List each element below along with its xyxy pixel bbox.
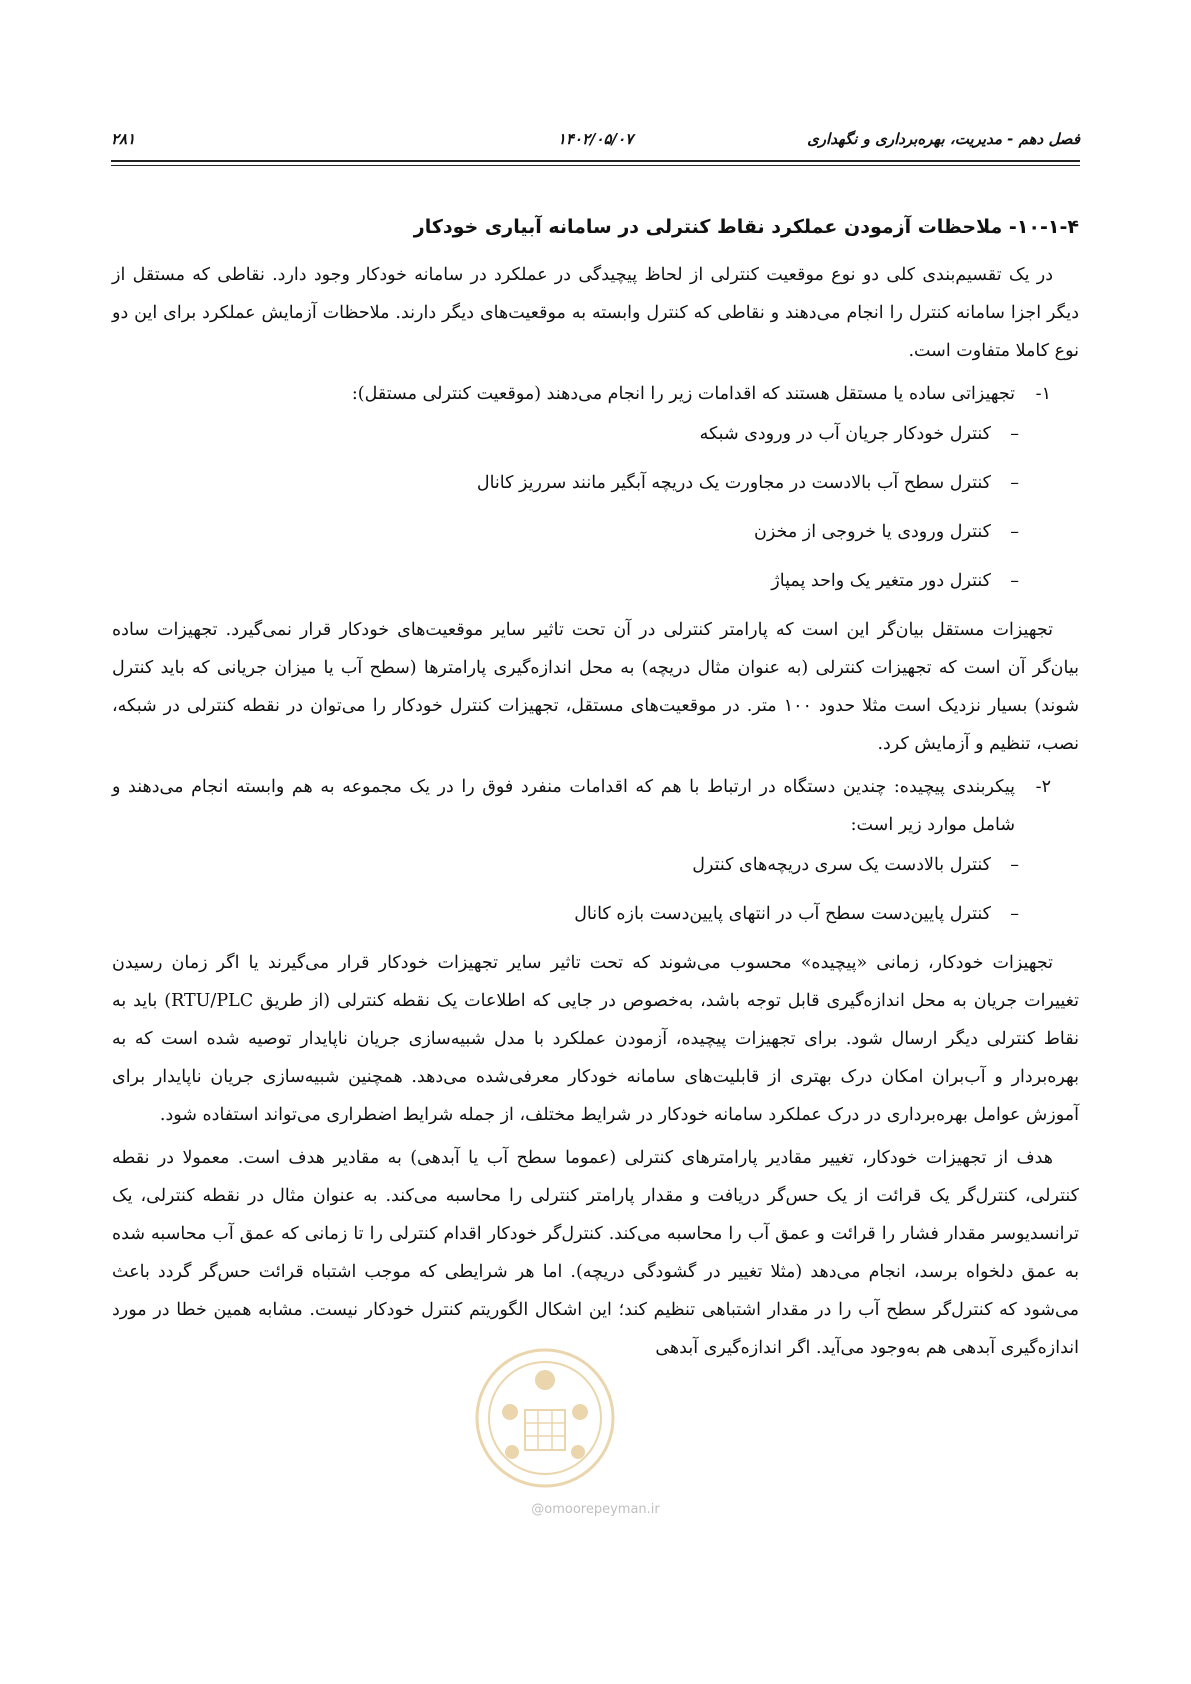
numbered-item-1 xyxy=(112,375,1079,413)
independent-paragraph: تجهیزات مستقل بیان‌گر این است که پارامتر کنترلی در آن تحت تاثیر سایر موقعیت‌های خودکار قرار نمی‌گیرد. تجهیزات ساده بیان‌گر آن است که تجهیزات کنترلی (به عنوان مثال دریچه) به محل اندازه‌گیری پارامترها (سطح آب یا میزان جریانی که باید کنترل شوند) بسیار نزدیک است مثلا حدود ۱۰۰ متر. در موقعیت‌های مستقل، تجهیزات کنترل خودکار را می‌توان در نقطه کنترلی در شبکه، نصب، تنظیم و آزمایش کرد. xyxy=(112,620,1079,754)
numbered-item-2 xyxy=(112,768,1079,844)
header-rule-thin xyxy=(111,165,1080,166)
dash-bullet-icon: – xyxy=(1010,904,1019,924)
section-heading: ۱۰-۱-۴- ملاحظات آزمودن عملکرد نقاط کنترلی در سامانه آبیاری خودکار xyxy=(413,216,1079,238)
intro-paragraph: در یک تقسیم‌بندی کلی دو نوع موقعیت کنترلی از لحاظ پیچیدگی در عملکرد در سامانه خودکار وجود دارد. نقاطی که مستقل از دیگر اجزا سامانه کنترل را انجام می‌دهند و نقاطی که کنترل وابسته به موقعیت‌های دیگر دارند. ملاحظات آزمایش عملکرد برای این دو نوع کاملا متفاوت است. xyxy=(112,265,1079,361)
dash-bullet-icon: – xyxy=(1010,855,1019,875)
bullet-item: – کنترل پایین‌دست سطح آب در انتهای پایین‌دست بازه کانال xyxy=(112,895,1079,933)
bullet-item: – کنترل خودکار جریان آب در ورودی شبکه xyxy=(112,415,1079,453)
page-header xyxy=(111,124,1080,154)
bullet-item: – کنترل سطح آب بالادست در مجاورت یک دریچه آبگیر مانند سرریز کانال xyxy=(112,464,1079,502)
item-text: پیکربندی پیچیده: چندین دستگاه در ارتباط با هم که اقدامات منفرد فوق را در یک مجموعه به هم وابسته انجام می‌دهند و شامل موارد زیر است: xyxy=(112,777,1015,835)
dash-bullet-icon: – xyxy=(1010,522,1019,542)
complex-paragraph: تجهیزات خودکار، زمانی «پیچیده» محسوب می‌شوند که تحت تاثیر سایر تجهیزات خودکار قرار می‌گیرند یا اگر زمان رسیدن تغییرات جریان به محل اندازه‌گیری قابل توجه باشد، به‌خصوص در جایی که اطلاعات یک نقطه کنترلی (از طریق RTU/PLC) باید به نقاط کنترلی دیگر ارسال شود. برای تجهیزات پیچیده، آزمودن عملکرد با مدل شبیه‌سازی جریان ناپایدار توصیه شده است که به بهره‌بردار و آب‌بران امکان درک بهتری از قابلیت‌های سامانه خودکار معرفی‌شده می‌دهد. همچنین شبیه‌سازی جریان ناپایدار برای آموزش عوامل بهره‌برداری در درک عملکرد سامانه خودکار در شرایط مختلف، از جمله شرایط اضطراری می‌تواند استفاده شود. xyxy=(112,953,1079,1125)
dash-bullet-icon: – xyxy=(1010,424,1019,444)
item-text: تجهیزاتی ساده یا مستقل هستند که اقدامات زیر را انجام می‌دهند (موقعیت کنترلی مستقل): xyxy=(351,384,1015,404)
dash-bullet-icon: – xyxy=(1010,473,1019,493)
item-number: ۲- xyxy=(1035,777,1051,797)
chapter-title: فصل دهم - مدیریت، بهره‌برداری و نگهداری xyxy=(807,130,1080,148)
dash-bullet-icon: – xyxy=(1010,571,1019,591)
watermark-handle: @omoorepeyman.ir xyxy=(531,1502,660,1517)
page-body xyxy=(112,212,1079,1372)
bullet-item: – کنترل ورودی یا خروجی از مخزن xyxy=(112,513,1079,551)
item-number: ۱- xyxy=(1035,384,1051,404)
goal-paragraph: هدف از تجهیزات خودکار، تغییر مقادیر پارامترهای کنترلی (عموما سطح آب یا آبدهی) به مقادیر هدف است. معمولا در نقطه کنترلی، کنترل‌گر یک قرائت از یک حس‌گر دریافت و مقدار پارامتر کنترلی را محاسبه می‌کند. به عنوان مثال در نقطه کنترلی، یک ترانسدیوسر مقدار فشار را قرائت و عمق آب را محاسبه می‌کند. کنترل‌گر خودکار اقدام کنترلی را تا زمانی که عمق آب محاسبه شده به عمق دلخواه برسد، انجام می‌دهد (مثلا تغییر در گشودگی دریچه). اما هر شرایطی که موجب اشتباه قرائت حس‌گر گردد باعث می‌شود که کنترل‌گر سطح آب را در مقدار اشتباهی تنظیم کند؛ این اشکال الگوریتم کنترل خودکار نیست. مشابه همین خطا در مورد اندازه‌گیری آبدهی هم به‌وجود می‌آید. اگر اندازه‌گیری آبدهی xyxy=(112,1148,1079,1358)
page-number: ۲۸۱ xyxy=(111,130,136,148)
bullet-item: – کنترل دور متغیر یک واحد پمپاژ xyxy=(112,562,1079,600)
header-rule-thick xyxy=(111,160,1080,162)
header-date: ۱۴۰۲/۰۵/۰۷ xyxy=(557,130,634,148)
bullet-item: – کنترل بالادست یک سری دریچه‌های کنترل xyxy=(112,846,1079,884)
